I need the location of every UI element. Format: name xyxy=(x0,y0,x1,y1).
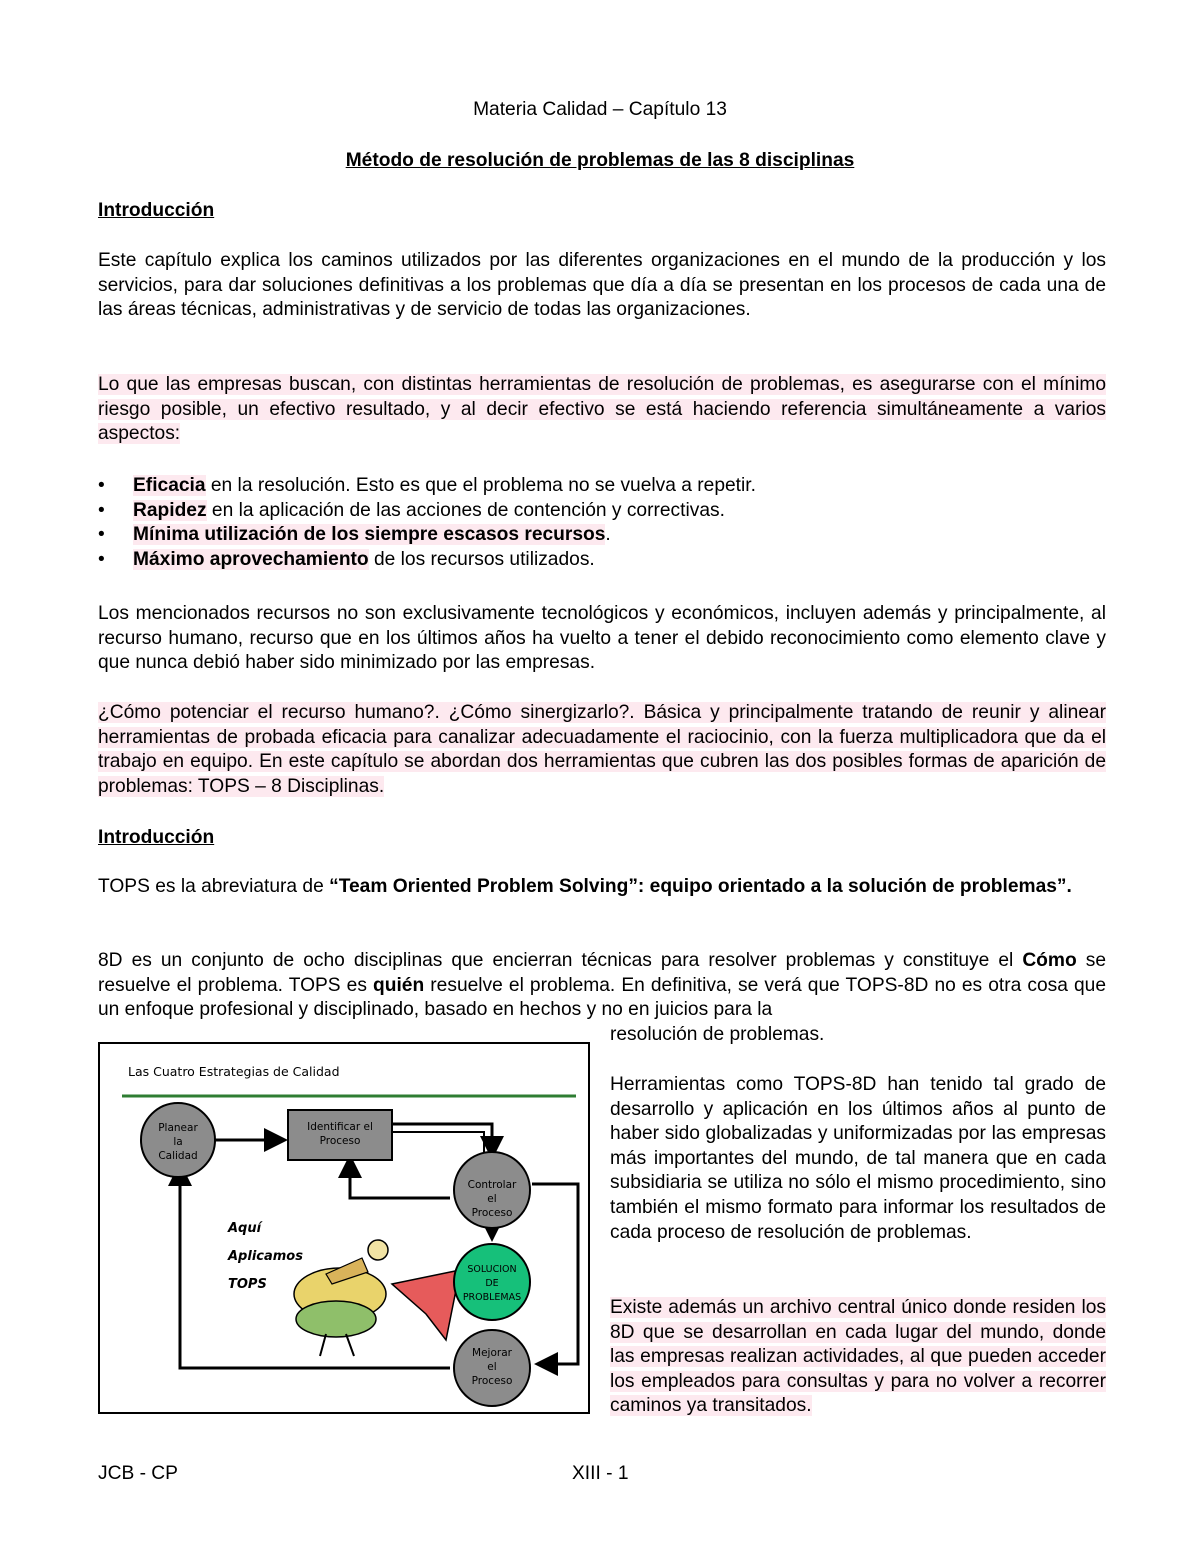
plan-label-3: Calidad xyxy=(158,1150,198,1162)
plan-label-2: la xyxy=(173,1136,183,1148)
paragraph-6-bold-como: Cómo xyxy=(1022,950,1077,971)
section-heading-2: Introducción xyxy=(98,827,215,848)
paragraph-4-text: ¿Cómo potenciar el recurso humano?. ¿Cómo sinergizarlo?. Básica y principalmente tratando de reunir y alinear herramientas de probada eficacia para canalizar adecuadamente el raciocinio, con la fuerza multiplicadora que da el trabajo en equipo. En este capítulo se abordan dos herramientas que cubren las dos posibles formas de aparición de problemas: TOPS – 8 Disciplinas. xyxy=(98,702,1106,797)
solution-label-1: SOLUCION xyxy=(467,1264,517,1275)
paragraph-5-text: TOPS es la abreviatura de xyxy=(98,876,330,897)
paragraph-5-bold: “Team Oriented Problem Solving”: equipo orientado a la solución de problemas”. xyxy=(329,876,1072,897)
paragraph-6 xyxy=(98,949,1106,1023)
aspects-list xyxy=(98,474,1106,572)
paragraph-8-text: Existe además un archivo central único donde residen los 8D que se desarrollan en cada lugar del mundo, donde las empresas realizan actividades, al que pueden acceder los empleados para consultas y para no volver a recorrer caminos ya transitados. xyxy=(610,1297,1106,1417)
list-item-bold: Máximo aprovechamiento xyxy=(133,548,369,570)
figure-diagram xyxy=(100,1044,588,1412)
control-label-1: Controlar xyxy=(467,1179,517,1191)
list-item-bold: Mínima utilización de los siempre escasos recursos xyxy=(133,524,606,546)
list-item xyxy=(98,474,1106,499)
identify-label-2: Proceso xyxy=(319,1135,361,1147)
tops-label-3: TOPS xyxy=(228,1277,267,1292)
paragraph-1: Este capítulo explica los caminos utilizados por las diferentes organizaciones en el mundo de la producción y los servicios, para dar soluciones definitivas a los problemas que día a día se presentan en los procesos de cada una de las áreas técnicas, administrativas y de servicio de todas las organizaciones. xyxy=(98,250,1106,321)
control-label-3: Proceso xyxy=(471,1207,513,1219)
list-item-text: en la resolución. Esto es que el problema no se vuelva a repetir. xyxy=(205,475,756,496)
paragraph-6-text-e: resuelve el problema. En definitiva, se verá que TOPS-8D no es otra cosa que un enfoque profesional y disciplinado, basado en hechos y no en juicios para la xyxy=(98,974,1106,1021)
page-title: Método de resolución de problemas de las 8 disciplinas xyxy=(345,150,855,171)
list-item xyxy=(98,499,1106,524)
improve-label-2: el xyxy=(487,1361,497,1373)
tops-label-2: Aplicamos xyxy=(228,1249,303,1264)
identify-label-1: Identificar el xyxy=(307,1121,373,1133)
plan-label-1: Planear xyxy=(158,1122,198,1134)
tops-label-1: Aquí xyxy=(228,1221,262,1236)
improve-label-1: Mejorar xyxy=(472,1347,512,1359)
arrow-control-loop xyxy=(532,1184,578,1364)
list-item-text: de los recursos utilizados. xyxy=(368,548,595,570)
section-heading-1: Introducción xyxy=(98,200,215,221)
list-item-text: en la aplicación de las acciones de contención y correctivas. xyxy=(206,499,725,521)
list-item-text: . xyxy=(605,524,611,546)
paragraph-5 xyxy=(98,875,1106,900)
list-item xyxy=(98,523,1106,548)
course-title: Materia Calidad – Capítulo 13 xyxy=(473,99,727,120)
control-label-2: el xyxy=(487,1193,497,1205)
list-item-bold: Rapidez xyxy=(133,499,207,521)
footer-page-number: XIII - 1 xyxy=(572,1463,629,1484)
list-item xyxy=(98,548,1106,573)
paragraph-6-text-a: 8D es un conjunto de ocho disciplinas que encierran técnicas para resolver problemas y constituye el xyxy=(98,950,1023,971)
paragraph-6-text-c: se resuelve el problema. TOPS es xyxy=(98,950,1106,996)
list-item-bold: Eficacia xyxy=(133,475,206,496)
solution-label-2: DE xyxy=(485,1278,499,1289)
paragraph-6-bold-quien: quién xyxy=(373,974,425,996)
paragraph-2 xyxy=(98,373,1106,447)
solution-label-3: PROBLEMAS xyxy=(462,1292,522,1303)
paragraph-7: Herramientas como TOPS-8D han tenido tal grado de desarrollo y aplicación en los últimos años al punto de haber sido globalizadas y uniformizadas por las empresas más importantes del mundo, de tal manera que en cada subsidiaria se utiliza no sólo el mismo procedimiento, sino también el mismo formato para informar los resultados de cada proceso de resolución de problemas. xyxy=(610,1074,1106,1243)
paragraph-2-text: Lo que las empresas buscan, con distintas herramientas de resolución de problemas, es asegurarse con el mínimo riesgo posible, un efectivo resultado, y al decir efectivo se está haciendo referencia simultáneamente a varios aspectos: xyxy=(98,374,1106,445)
paragraph-3: Los mencionados recursos no son exclusivamente tecnológicos y económicos, incluyen además y principalmente, al recurso humano, recurso que en los últimos años ha vuelto a tener el debido reconocimiento como elemento clave y que nunca debió haber sido minimizado por las empresas. xyxy=(98,603,1106,674)
improve-label-3: Proceso xyxy=(471,1375,513,1387)
arrow-control-to-identify xyxy=(350,1160,450,1198)
paragraph-8 xyxy=(610,1296,1106,1419)
quality-strategies-figure xyxy=(98,1042,590,1414)
paragraph-4 xyxy=(98,701,1106,799)
figure-title: Las Cuatro Estrategias de Calidad xyxy=(128,1064,340,1079)
paragraph-6-end: resolución de problemas. xyxy=(610,1024,825,1045)
footer-author: JCB - CP xyxy=(98,1463,178,1484)
team-illustration xyxy=(294,1240,460,1356)
